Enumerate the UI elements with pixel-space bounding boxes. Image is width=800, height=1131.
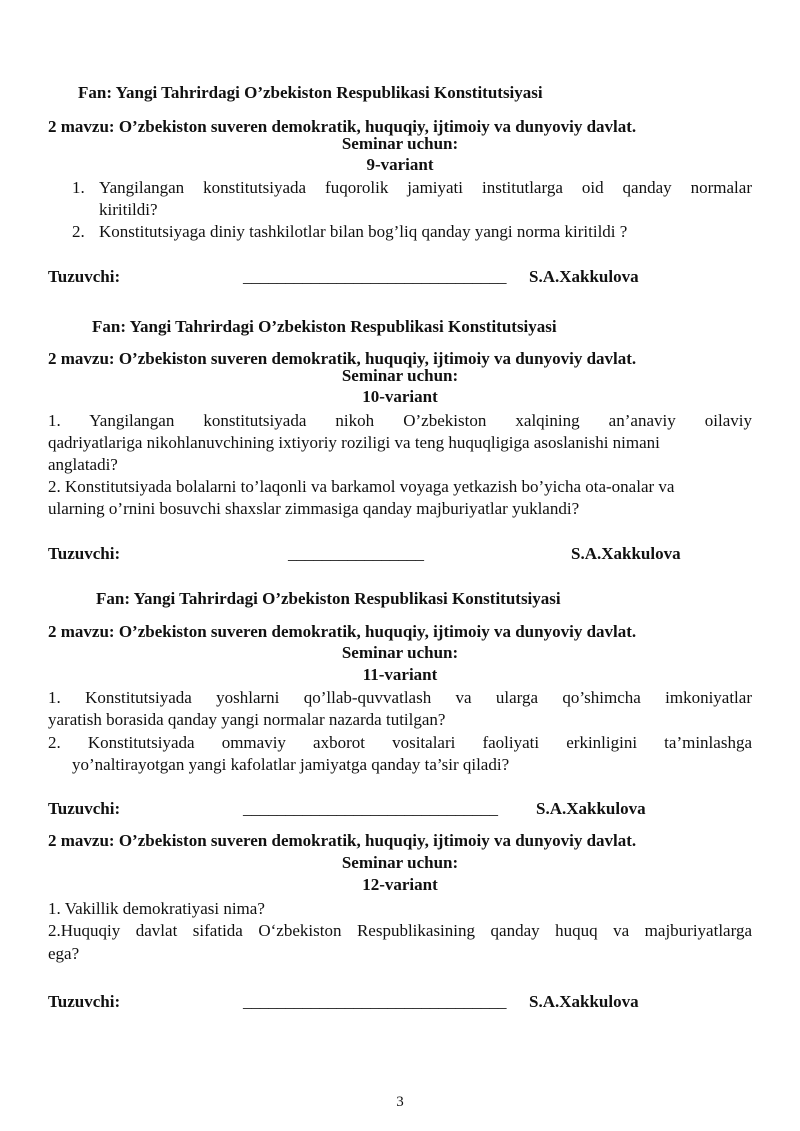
signature-line: ______________________________	[243, 799, 498, 818]
signature-line: _______________________________	[243, 992, 507, 1011]
compiler-label: Tuzuvchi:	[48, 267, 121, 286]
topic-title: 2 mavzu: O’zbekiston suveren demokratik, huquqiy, ijtimoiy va dunyoviy davlat.	[48, 349, 637, 368]
question-2-line: 2. Konstitutsiyada bolalarni to’laqonli va barkamol voyaga yetkazish bo’yicha ota-onalar va	[48, 477, 675, 496]
variant-label: 10-variant	[362, 387, 438, 406]
question-2-line: Konstitutsiyaga diniy tashkilotlar bilan bog’liq qanday yangi norma kiritildi ?	[99, 222, 628, 241]
subject-title: Fan: Yangi Tahrirdagi O’zbekiston Respublikasi Konstitutsiyasi	[78, 83, 543, 102]
compiler-name: S.A.Xakkulova	[536, 799, 646, 818]
question-1-line: yaratish borasida qanday yangi normalar nazarda tutilgan?	[48, 710, 446, 729]
signature-line: _______________________________	[243, 267, 507, 286]
question-1-line: kiritildi?	[99, 200, 158, 219]
question-1-line: qadriyatlariga nikohlanuvchining ixtiyoriy roziligi va teng huquqligiga asoslanishi nimani	[48, 433, 660, 452]
question-1-line: 1. Vakillik demokratiyasi nima?	[48, 899, 265, 918]
variant-label: 12-variant	[362, 875, 438, 894]
subject-title: Fan: Yangi Tahrirdagi O’zbekiston Respublikasi Konstitutsiyasi	[96, 589, 561, 608]
seminar-label: Seminar uchun:	[341, 643, 459, 662]
question-2-line: ega?	[48, 944, 80, 963]
variant-label: 11-variant	[362, 665, 438, 684]
topic-title: 2 mavzu: O’zbekiston suveren demokratik, huquqiy, ijtimoiy va dunyoviy davlat.	[48, 117, 637, 136]
question-2-line: 2. Konstitutsiyada ommaviy axborot vositalari faoliyati erkinligini ta’minlashga	[48, 733, 752, 752]
seminar-label: Seminar uchun:	[341, 366, 459, 385]
question-2-line: 2.Huquqiy davlat sifatida O‘zbekiston Respublikasining qanday huquq va majburiyatlarga	[48, 921, 752, 940]
question-number: 2.	[72, 222, 85, 241]
topic-title: 2 mavzu: O’zbekiston suveren demokratik, huquqiy, ijtimoiy va dunyoviy davlat.	[48, 831, 637, 850]
seminar-label: Seminar uchun:	[341, 853, 459, 872]
subject-title: Fan: Yangi Tahrirdagi O’zbekiston Respublikasi Konstitutsiyasi	[92, 317, 557, 336]
question-number: 1.	[72, 178, 85, 197]
variant-label: 9-variant	[366, 155, 434, 174]
question-1-line: Yangilangan konstitutsiyada fuqorolik jamiyati institutlarga oid qanday normalar	[99, 178, 752, 197]
signature-line: ________________	[288, 544, 424, 563]
compiler-name: S.A.Xakkulova	[529, 992, 639, 1011]
seminar-label: Seminar uchun:	[341, 134, 459, 153]
compiler-name: S.A.Xakkulova	[529, 267, 639, 286]
compiler-name: S.A.Xakkulova	[571, 544, 681, 563]
compiler-label: Tuzuvchi:	[48, 544, 121, 563]
question-1-line: 1. Yangilangan konstitutsiyada nikoh O’zbekiston xalqining an’anaviy oilaviy	[48, 411, 752, 430]
question-2-line: yo’naltirayotgan yangi kafolatlar jamiyatga qanday ta’sir qiladi?	[72, 755, 510, 774]
compiler-label: Tuzuvchi:	[48, 799, 121, 818]
page-number: 3	[396, 1094, 404, 1110]
question-1-line: 1. Konstitutsiyada yoshlarni qo’llab-quvvatlash va ularga qo’shimcha imkoniyatlar	[48, 688, 752, 707]
compiler-label: Tuzuvchi:	[48, 992, 121, 1011]
question-2-line: ularning o’rnini bosuvchi shaxslar zimmasiga qanday majburiyatlar yuklandi?	[48, 499, 580, 518]
question-1-line: anglatadi?	[48, 455, 118, 474]
topic-title: 2 mavzu: O’zbekiston suveren demokratik, huquqiy, ijtimoiy va dunyoviy davlat.	[48, 622, 637, 641]
